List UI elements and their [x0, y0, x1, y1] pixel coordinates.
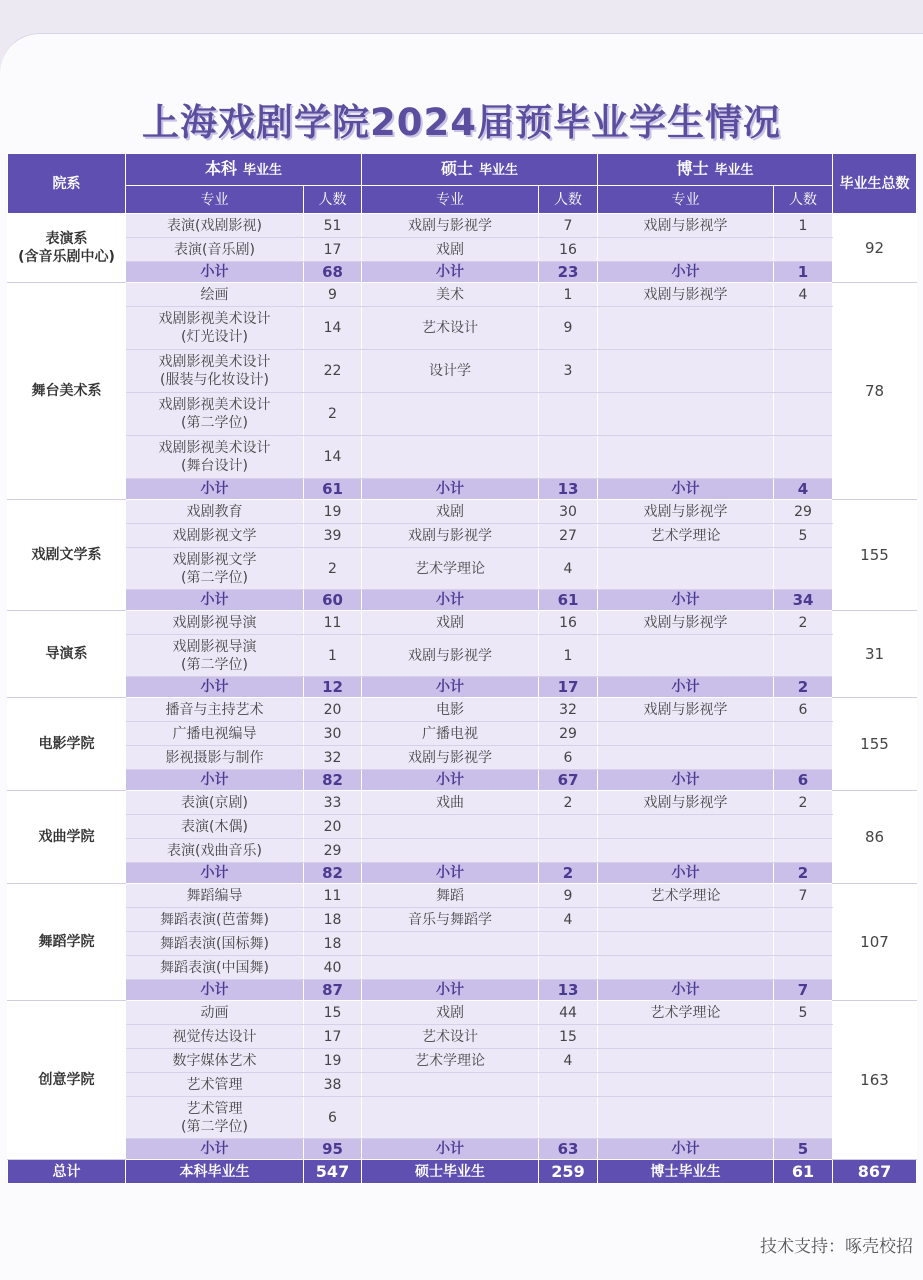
- dept-name: 舞蹈学院: [8, 884, 126, 1001]
- bachelor-count: 20: [304, 815, 362, 839]
- doctor-count: [774, 1049, 833, 1073]
- bachelor-count: 33: [304, 791, 362, 815]
- master-count: 4: [539, 548, 598, 590]
- doctor-major: [598, 932, 774, 956]
- doctor-count: [774, 815, 833, 839]
- dept-total: 155: [833, 500, 917, 611]
- subtotal-row: [8, 677, 917, 698]
- bachelor-major: 动画: [126, 1001, 304, 1025]
- total-label: 总计: [8, 1160, 126, 1184]
- subtotal-label: 小计: [598, 677, 774, 698]
- bachelor-count: 19: [304, 1049, 362, 1073]
- table-row: [8, 611, 917, 635]
- doctor-major: [598, 393, 774, 436]
- master-count: 29: [539, 722, 598, 746]
- table-row: [8, 524, 917, 548]
- master-count: 3: [539, 350, 598, 393]
- table-row: [8, 436, 917, 479]
- dept-name: 导演系: [8, 611, 126, 698]
- bachelor-major: 舞蹈表演(芭蕾舞): [126, 908, 304, 932]
- doctor-major: 戏剧与影视学: [598, 698, 774, 722]
- header-bachelor-count: 人数: [304, 186, 362, 214]
- subtotal-doctor: 6: [774, 770, 833, 791]
- doctor-major: 艺术学理论: [598, 524, 774, 548]
- doctor-count: [774, 1025, 833, 1049]
- master-major: [362, 839, 539, 863]
- master-major: 戏剧与影视学: [362, 214, 539, 238]
- master-count: 16: [539, 238, 598, 262]
- doctor-major: 艺术学理论: [598, 884, 774, 908]
- subtotal-master: 23: [539, 262, 598, 283]
- master-count: 4: [539, 1049, 598, 1073]
- subtotal-doctor: 5: [774, 1139, 833, 1160]
- subtotal-label: 小计: [362, 863, 539, 884]
- header-master-major: 专业: [362, 186, 539, 214]
- subtotal-doctor: 2: [774, 863, 833, 884]
- master-major: 艺术学理论: [362, 1049, 539, 1073]
- doctor-major: [598, 436, 774, 479]
- master-major: 电影: [362, 698, 539, 722]
- bachelor-major: 戏剧影视美术设计 (服装与化妆设计): [126, 350, 304, 393]
- bachelor-count: 38: [304, 1073, 362, 1097]
- bachelor-major: 播音与主持艺术: [126, 698, 304, 722]
- subtotal-bachelor: 87: [304, 980, 362, 1001]
- master-count: 1: [539, 283, 598, 307]
- table-row: [8, 791, 917, 815]
- dept-total: 107: [833, 884, 917, 1001]
- bachelor-major: 表演(音乐剧): [126, 238, 304, 262]
- master-major: 戏剧与影视学: [362, 746, 539, 770]
- subtotal-bachelor: 82: [304, 863, 362, 884]
- table-row: [8, 839, 917, 863]
- bachelor-major: 舞蹈编导: [126, 884, 304, 908]
- bachelor-count: 20: [304, 698, 362, 722]
- table-row: [8, 932, 917, 956]
- bachelor-count: 19: [304, 500, 362, 524]
- master-count: 1: [539, 635, 598, 677]
- doctor-count: 2: [774, 791, 833, 815]
- master-count: [539, 956, 598, 980]
- subtotal-doctor: 4: [774, 479, 833, 500]
- doctor-count: [774, 393, 833, 436]
- doctor-count: 1: [774, 214, 833, 238]
- subtotal-master: 13: [539, 479, 598, 500]
- doctor-major: [598, 815, 774, 839]
- table-row: [8, 500, 917, 524]
- doctor-count: [774, 746, 833, 770]
- doctor-count: 2: [774, 611, 833, 635]
- subtotal-row: [8, 980, 917, 1001]
- header-doctor-count: 人数: [774, 186, 833, 214]
- doctor-count: 5: [774, 1001, 833, 1025]
- master-count: 2: [539, 791, 598, 815]
- subtotal-label: 小计: [362, 770, 539, 791]
- table-row: [8, 1097, 917, 1139]
- header-dept: 院系: [8, 154, 126, 214]
- bachelor-major: 戏剧教育: [126, 500, 304, 524]
- subtotal-label: 小计: [362, 980, 539, 1001]
- master-count: [539, 932, 598, 956]
- dept-name: 舞台美术系: [8, 283, 126, 500]
- master-major: 艺术学理论: [362, 548, 539, 590]
- grand-total: 867: [833, 1160, 917, 1184]
- bachelor-count: 14: [304, 436, 362, 479]
- doctor-major: [598, 238, 774, 262]
- subtotal-label: 小计: [598, 590, 774, 611]
- total-doctor-label: 博士毕业生: [598, 1160, 774, 1184]
- bachelor-count: 11: [304, 884, 362, 908]
- table-row: [8, 884, 917, 908]
- subtotal-master: 2: [539, 863, 598, 884]
- bachelor-major: 表演(戏剧影视): [126, 214, 304, 238]
- master-major: 戏曲: [362, 791, 539, 815]
- bachelor-major: 表演(戏曲音乐): [126, 839, 304, 863]
- table-row: [8, 908, 917, 932]
- doctor-count: 5: [774, 524, 833, 548]
- master-major: 广播电视: [362, 722, 539, 746]
- subtotal-doctor: 1: [774, 262, 833, 283]
- bachelor-count: 11: [304, 611, 362, 635]
- dept-total: 92: [833, 214, 917, 283]
- doctor-count: [774, 436, 833, 479]
- master-count: 32: [539, 698, 598, 722]
- subtotal-label: 小计: [598, 479, 774, 500]
- header-total: 毕业生总数: [833, 154, 917, 214]
- doctor-count: 6: [774, 698, 833, 722]
- master-major: [362, 815, 539, 839]
- table-row: [8, 238, 917, 262]
- table-row: [8, 1025, 917, 1049]
- doctor-major: [598, 722, 774, 746]
- bachelor-count: 18: [304, 932, 362, 956]
- bachelor-count: 29: [304, 839, 362, 863]
- subtotal-bachelor: 61: [304, 479, 362, 500]
- master-major: [362, 436, 539, 479]
- bachelor-major: 戏剧影视文学 (第二学位): [126, 548, 304, 590]
- subtotal-label: 小计: [126, 863, 304, 884]
- doctor-major: [598, 839, 774, 863]
- doctor-count: 7: [774, 884, 833, 908]
- subtotal-label: 小计: [598, 770, 774, 791]
- subtotal-row: [8, 262, 917, 283]
- doctor-count: [774, 548, 833, 590]
- master-major: [362, 393, 539, 436]
- bachelor-major: 戏剧影视导演 (第二学位): [126, 635, 304, 677]
- doctor-count: [774, 956, 833, 980]
- master-count: 44: [539, 1001, 598, 1025]
- table-row: [8, 1001, 917, 1025]
- doctor-count: [774, 307, 833, 350]
- subtotal-bachelor: 60: [304, 590, 362, 611]
- header-doctor-major: 专业: [598, 186, 774, 214]
- credit-text: 技术支持：啄壳校招: [760, 1237, 913, 1257]
- dept-name: 创意学院: [8, 1001, 126, 1160]
- master-count: [539, 393, 598, 436]
- doctor-count: [774, 238, 833, 262]
- master-major: 戏剧: [362, 611, 539, 635]
- header-master-count: 人数: [539, 186, 598, 214]
- subtotal-label: 小计: [598, 863, 774, 884]
- bachelor-count: 22: [304, 350, 362, 393]
- subtotal-row: [8, 863, 917, 884]
- doctor-major: 戏剧与影视学: [598, 214, 774, 238]
- table-row: [8, 956, 917, 980]
- doctor-count: [774, 932, 833, 956]
- table-row: [8, 393, 917, 436]
- doctor-count: 4: [774, 283, 833, 307]
- table-row: [8, 635, 917, 677]
- bachelor-major: 表演(京剧): [126, 791, 304, 815]
- subtotal-label: 小计: [126, 770, 304, 791]
- subtotal-master: 17: [539, 677, 598, 698]
- table-row: [8, 815, 917, 839]
- bachelor-major: 艺术管理: [126, 1073, 304, 1097]
- total-master-label: 硕士毕业生: [362, 1160, 539, 1184]
- bachelor-major: 影视摄影与制作: [126, 746, 304, 770]
- master-major: 戏剧: [362, 500, 539, 524]
- master-count: [539, 1073, 598, 1097]
- master-count: [539, 815, 598, 839]
- master-major: 戏剧: [362, 1001, 539, 1025]
- bachelor-major: 艺术管理 (第二学位): [126, 1097, 304, 1139]
- subtotal-label: 小计: [362, 479, 539, 500]
- subtotal-row: [8, 1139, 917, 1160]
- master-major: 艺术设计: [362, 1025, 539, 1049]
- subtotal-bachelor: 82: [304, 770, 362, 791]
- master-count: [539, 1097, 598, 1139]
- subtotal-master: 61: [539, 590, 598, 611]
- bachelor-count: 17: [304, 1025, 362, 1049]
- master-major: [362, 932, 539, 956]
- subtotal-label: 小计: [126, 1139, 304, 1160]
- master-major: 戏剧与影视学: [362, 524, 539, 548]
- bachelor-major: 戏剧影视导演: [126, 611, 304, 635]
- header-bachelor: 本科 毕业生: [126, 154, 362, 186]
- master-count: 7: [539, 214, 598, 238]
- bachelor-count: 39: [304, 524, 362, 548]
- bachelor-count: 15: [304, 1001, 362, 1025]
- total-bachelor: 547: [304, 1160, 362, 1184]
- doctor-count: 29: [774, 500, 833, 524]
- master-major: 艺术设计: [362, 307, 539, 350]
- table-row: [8, 214, 917, 238]
- dept-name: 表演系 (含音乐剧中心): [8, 214, 126, 283]
- graduates-table: [7, 153, 917, 1184]
- bachelor-major: 戏剧影视美术设计 (灯光设计): [126, 307, 304, 350]
- dept-total: 78: [833, 283, 917, 500]
- subtotal-row: [8, 590, 917, 611]
- table-row: [8, 722, 917, 746]
- doctor-count: [774, 350, 833, 393]
- page-title: 上海戏剧学院2024届预毕业学生情况: [142, 101, 781, 144]
- master-count: 4: [539, 908, 598, 932]
- header-master: 硕士 毕业生: [362, 154, 598, 186]
- doctor-major: [598, 307, 774, 350]
- dept-name: 电影学院: [8, 698, 126, 791]
- doctor-major: [598, 1073, 774, 1097]
- subtotal-label: 小计: [362, 677, 539, 698]
- doctor-count: [774, 1073, 833, 1097]
- doctor-major: [598, 635, 774, 677]
- table-row: [8, 746, 917, 770]
- bachelor-major: 广播电视编导: [126, 722, 304, 746]
- subtotal-label: 小计: [362, 262, 539, 283]
- doctor-count: [774, 839, 833, 863]
- subtotal-label: 小计: [362, 1139, 539, 1160]
- total-bachelor-label: 本科毕业生: [126, 1160, 304, 1184]
- bachelor-major: 绘画: [126, 283, 304, 307]
- master-count: 27: [539, 524, 598, 548]
- doctor-major: [598, 350, 774, 393]
- subtotal-master: 67: [539, 770, 598, 791]
- master-major: 戏剧: [362, 238, 539, 262]
- header-doctor: 博士 毕业生: [598, 154, 833, 186]
- bachelor-count: 9: [304, 283, 362, 307]
- master-count: 6: [539, 746, 598, 770]
- dept-name: 戏曲学院: [8, 791, 126, 884]
- master-count: 9: [539, 884, 598, 908]
- dept-total: 163: [833, 1001, 917, 1160]
- bachelor-major: 视觉传达设计: [126, 1025, 304, 1049]
- subtotal-doctor: 7: [774, 980, 833, 1001]
- bachelor-major: 舞蹈表演(国标舞): [126, 932, 304, 956]
- table-row: [8, 283, 917, 307]
- subtotal-master: 63: [539, 1139, 598, 1160]
- bachelor-major: 舞蹈表演(中国舞): [126, 956, 304, 980]
- bachelor-count: 32: [304, 746, 362, 770]
- master-major: 设计学: [362, 350, 539, 393]
- subtotal-label: 小计: [362, 590, 539, 611]
- table-row: [8, 548, 917, 590]
- master-major: [362, 1073, 539, 1097]
- doctor-major: 戏剧与影视学: [598, 500, 774, 524]
- bachelor-count: 2: [304, 548, 362, 590]
- subtotal-doctor: 34: [774, 590, 833, 611]
- subtotal-label: 小计: [126, 590, 304, 611]
- total-row: [8, 1160, 917, 1184]
- bachelor-major: 戏剧影视文学: [126, 524, 304, 548]
- doctor-major: [598, 908, 774, 932]
- master-count: 30: [539, 500, 598, 524]
- total-master: 259: [539, 1160, 598, 1184]
- subtotal-master: 13: [539, 980, 598, 1001]
- master-count: 9: [539, 307, 598, 350]
- dept-name: 戏剧文学系: [8, 500, 126, 611]
- doctor-major: 戏剧与影视学: [598, 283, 774, 307]
- bachelor-count: 30: [304, 722, 362, 746]
- master-major: 美术: [362, 283, 539, 307]
- bachelor-major: 戏剧影视美术设计 (舞台设计): [126, 436, 304, 479]
- doctor-major: [598, 1049, 774, 1073]
- subtotal-bachelor: 95: [304, 1139, 362, 1160]
- dept-total: 31: [833, 611, 917, 698]
- header-bachelor-major: 专业: [126, 186, 304, 214]
- doctor-major: [598, 746, 774, 770]
- doctor-major: [598, 956, 774, 980]
- table-row: [8, 350, 917, 393]
- doctor-count: [774, 1097, 833, 1139]
- subtotal-doctor: 2: [774, 677, 833, 698]
- master-major: [362, 1097, 539, 1139]
- subtotal-label: 小计: [126, 262, 304, 283]
- doctor-count: [774, 908, 833, 932]
- dept-total: 86: [833, 791, 917, 884]
- subtotal-label: 小计: [598, 1139, 774, 1160]
- master-major: 舞蹈: [362, 884, 539, 908]
- bachelor-count: 40: [304, 956, 362, 980]
- doctor-major: 艺术学理论: [598, 1001, 774, 1025]
- bachelor-count: 14: [304, 307, 362, 350]
- bachelor-count: 17: [304, 238, 362, 262]
- doctor-count: [774, 635, 833, 677]
- table-row: [8, 307, 917, 350]
- subtotal-label: 小计: [598, 262, 774, 283]
- bachelor-major: 数字媒体艺术: [126, 1049, 304, 1073]
- master-count: [539, 839, 598, 863]
- master-count: 16: [539, 611, 598, 635]
- subtotal-bachelor: 12: [304, 677, 362, 698]
- dept-total: 155: [833, 698, 917, 791]
- doctor-major: [598, 1025, 774, 1049]
- subtotal-row: [8, 770, 917, 791]
- subtotal-row: [8, 479, 917, 500]
- doctor-major: 戏剧与影视学: [598, 611, 774, 635]
- master-major: 戏剧与影视学: [362, 635, 539, 677]
- table-row: [8, 1073, 917, 1097]
- subtotal-label: 小计: [598, 980, 774, 1001]
- bachelor-major: 表演(木偶): [126, 815, 304, 839]
- doctor-major: [598, 1097, 774, 1139]
- subtotal-label: 小计: [126, 677, 304, 698]
- total-doctor: 61: [774, 1160, 833, 1184]
- subtotal-bachelor: 68: [304, 262, 362, 283]
- bachelor-count: 1: [304, 635, 362, 677]
- table-row: [8, 1049, 917, 1073]
- master-count: [539, 436, 598, 479]
- doctor-major: 戏剧与影视学: [598, 791, 774, 815]
- master-major: [362, 956, 539, 980]
- bachelor-count: 18: [304, 908, 362, 932]
- subtotal-label: 小计: [126, 479, 304, 500]
- table-row: [8, 698, 917, 722]
- bachelor-count: 6: [304, 1097, 362, 1139]
- doctor-count: [774, 722, 833, 746]
- master-count: 15: [539, 1025, 598, 1049]
- bachelor-count: 51: [304, 214, 362, 238]
- doctor-major: [598, 548, 774, 590]
- bachelor-major: 戏剧影视美术设计 (第二学位): [126, 393, 304, 436]
- bachelor-count: 2: [304, 393, 362, 436]
- master-major: 音乐与舞蹈学: [362, 908, 539, 932]
- subtotal-label: 小计: [126, 980, 304, 1001]
